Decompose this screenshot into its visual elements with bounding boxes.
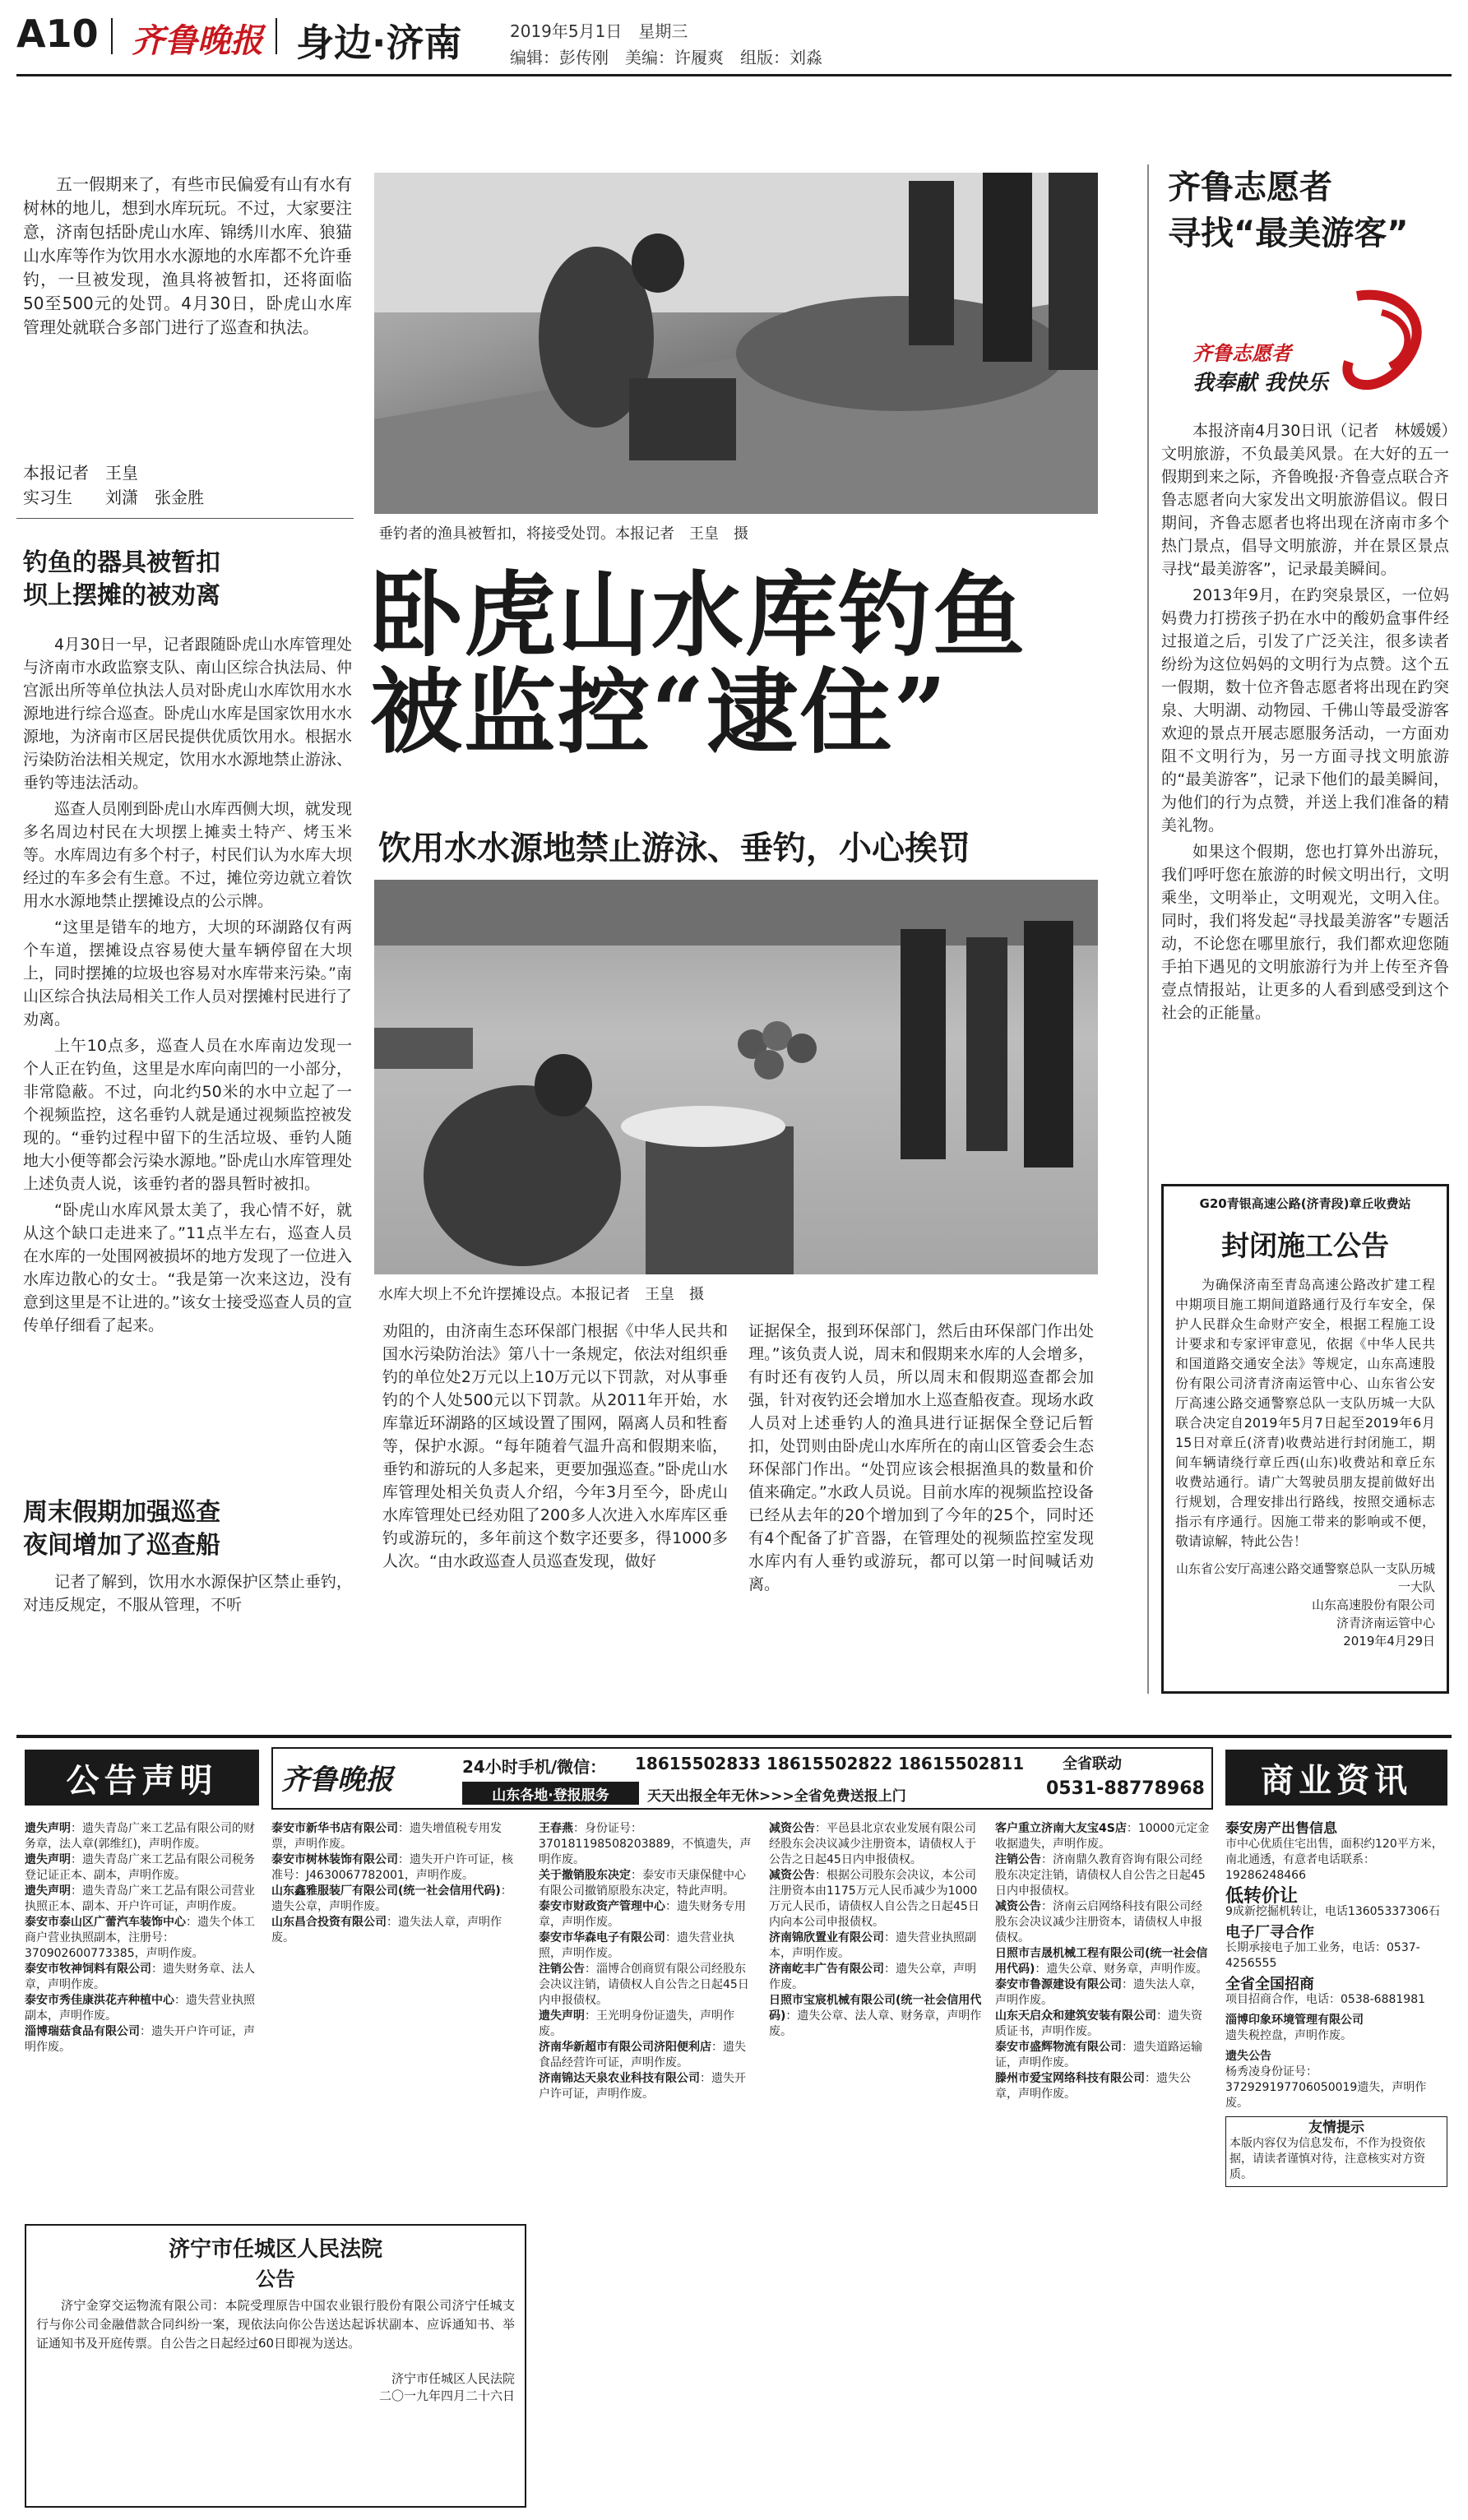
ad-body: 遗失财务章、法人章，声明作废。 xyxy=(25,1963,255,1991)
ad-body: 遗失开户许可证，声明作废。 xyxy=(539,2072,746,2101)
biz-body: 9成新挖掘机转让，电话13605337306石 xyxy=(1225,1905,1440,1918)
ad-item: 滕州市爱宝网络科技有限公司：遗失公章，声明作废。 xyxy=(995,2072,1191,2101)
ad-body: 遗失增值税专用发票，声明作废。 xyxy=(271,1822,502,1851)
ad-body: 遗失法人章，声明作废。 xyxy=(271,1916,502,1944)
ad-title: 山东天启众和建筑安装有限公司 xyxy=(995,2009,1156,2023)
court-date: 二〇一九年四月二十六日 xyxy=(378,2388,515,2403)
slogan-box: 山东各地·登报服务 xyxy=(462,1782,639,1805)
ad-item: 遗失声明：遗失青岛广来工艺品有限公司营业执照正本、副本、开户许可证，声明作废。 xyxy=(25,1884,255,1913)
photo1-caption: 垂钓者的渔具被暂扣，将接受处罚。本报记者 王皇 摄 xyxy=(378,525,748,543)
ad-item: 日照市宝宸机械有限公司(统一社会信用代码)：遗失公章、法人章、财务章，声明作废。 xyxy=(769,1994,982,2038)
ad-item: 山东天启众和建筑安装有限公司：遗失资质证书，声明作废。 xyxy=(995,2009,1202,2038)
ad-body: 淄博合创商贸有限公司经股东会决议注销，请债权人自公告之日起45日内申报债权。 xyxy=(539,1963,749,2007)
ad-item: 淄博瑞菇食品有限公司：遗失开户许可证，声明作废。 xyxy=(25,2025,255,2054)
ad-item: 遗失声明：遗失青岛广来工艺品有限公司税务登记证正本、副本，声明作废。 xyxy=(25,1853,255,1882)
col1-paragraph: 上午10点多，巡查人员在水库南边发现一个人正在钓鱼，这里是水库向南凹的一小部分，非常隐蔽。不过，向北约50米的水中立起了一个视频监控，这名垂钓人就是通过视频监控被发现的。“垂钓过程中留下的生活垃圾、垂钓人随地大小便等都会污染水源地。”卧虎山水库管理处上述负责人说，该垂钓者的器具暂时被扣。 xyxy=(23,1037,352,1193)
ad-body: 10000元定金收据遗失，声明作废。 xyxy=(995,1822,1210,1851)
ad-title: 济南锦达天泉农业科技有限公司 xyxy=(539,2072,700,2085)
ad-item: 济南华新超市有限公司济阳便利店：遗失食品经营许可证，声明作废。 xyxy=(539,2041,746,2069)
ad-column-1 xyxy=(25,1821,259,2216)
page-number: A10 xyxy=(16,12,99,56)
ad-item: 山东鑫雅服装厂有限公司(统一社会信用代码)：遗失公章，声明作废。 xyxy=(271,1884,512,1913)
biz-title: 遗失公告 xyxy=(1225,2050,1271,2063)
ad-title: 泰安市华森电子有限公司 xyxy=(539,1931,665,1944)
ad-body: 遗失青岛广来工艺品有限公司营业执照正本、副本、开户许可证，声明作废。 xyxy=(25,1884,255,1913)
header-divider xyxy=(111,18,113,54)
volunteer-title-1: 齐鲁志愿者 xyxy=(1168,169,1332,206)
biz-body: 本版内容仅为信息发布，不作为投资依据，请读者谨慎对待，注意核实对方资质。 xyxy=(1230,2137,1425,2181)
ad-body: 遗失公章，声明作废。 xyxy=(995,2072,1191,2101)
volunteer-org: 齐鲁志愿者 xyxy=(1192,342,1291,365)
notice-signature xyxy=(1175,1560,1435,1650)
volunteer-paragraph: 如果这个假期，您也打算外出游玩，我们呼吁您在旅游的时候文明出行，文明乘坐，文明举止，文明观光，文明入住。同时，我们将发起“寻找最美游客”专题活动，不论您在哪里旅行，我们都欢迎您随手拍下遇见的文明旅游行为并上传至齐鲁壹点情报站，让更多的人看到感受到这个社会的正能量。 xyxy=(1161,843,1449,1022)
col1-paragraph: 4月30日一早，记者跟随卧虎山水库管理处与济南市水政监察支队、南山区综合执法局、仲宫派出所等单位执法人员对卧虎山水库饮用水水源地进行综合巡查。卧虎山水库是国家饮用水水源地，为济南市区居民提供优质饮用水。根据水污染防治法相关规定，饮用水水源地禁止游泳、垂钓等违法活动。 xyxy=(23,636,352,792)
biz-title: 低转价让 xyxy=(1225,1886,1299,1907)
column-1-text xyxy=(23,633,352,1340)
ad-body: 遗失公章、财务章，声明作废。 xyxy=(1046,1963,1208,1976)
classifieds-logo: 齐鲁晚报 xyxy=(281,1764,393,1796)
ad-column-4 xyxy=(769,1821,983,2508)
slogan-text: 天天出报全年无休>>>全省免费送报上门 xyxy=(647,1788,906,1805)
biz-title: 泰安房产出售信息 xyxy=(1225,1821,1337,1837)
ad-item: 遗失声明：王光明身份证遗失，声明作废。 xyxy=(539,2009,734,2038)
col1-paragraph: “这里是错车的地方，大坝的环湖路仅有两个车道，摆摊设点容易使大量车辆停留在大坝上，同时摆摊的垃圾也容易对水库带来污染。”南山区综合执法局相关工作人员对摆摊村民进行了劝离。 xyxy=(23,918,352,1029)
ad-item: 客户重立济南大友宝4S店：10000元定金收据遗失，声明作废。 xyxy=(995,1822,1210,1851)
hotline-numbers: 18615502833 18615502822 18615502811 xyxy=(635,1754,1025,1773)
ad-body: 遗失营业执照，声明作废。 xyxy=(539,1931,734,1960)
classifieds-banner-left: 公告声明 xyxy=(25,1750,259,1806)
section-title: 身边·济南 xyxy=(296,21,462,65)
notice-date: 2019年4月29日 xyxy=(1343,1634,1435,1648)
byline xyxy=(23,460,204,510)
ad-title: 济南屹丰广告有限公司 xyxy=(769,1963,884,1976)
ad-title: 泰安市新华书店有限公司 xyxy=(271,1822,398,1835)
biz-item xyxy=(1225,2013,1447,2044)
biz-body: 市中心优质住宅出售，面积约120平方米，南北通透，有意者电话联系：19286248466 xyxy=(1225,1838,1443,1882)
road-closure-notice xyxy=(1161,1184,1449,1694)
ad-item: 泰安市财政资产管理中心：遗失财务专用章，声明作废。 xyxy=(539,1900,746,1929)
ad-body: 遗失公章，声明作废。 xyxy=(769,1963,976,1991)
ad-body: 根据公司股东会决议，本公司注册资本由1175万元人民币减少为1000万元人民币，请债权人自公告之日起45日内向本公司申报债权。 xyxy=(769,1869,979,1929)
header-divider-2 xyxy=(276,18,277,54)
classifieds-hotline-box xyxy=(271,1747,1213,1810)
biz-item xyxy=(1225,1886,1447,1920)
ad-title: 减资公告 xyxy=(769,1869,815,1882)
ad-item: 泰安市秀佳康洪花卉种植中心：遗失营业执照副本，声明作废。 xyxy=(25,1994,255,2023)
ad-item: 泰安市华森电子有限公司：遗失营业执照，声明作废。 xyxy=(539,1931,734,1960)
ad-column-3 xyxy=(539,1821,757,2508)
notice-signer-3: 济青济南运管中心 xyxy=(1336,1616,1435,1630)
ad-body: 遗失资质证书，声明作废。 xyxy=(995,2009,1202,2038)
ad-body: 遗失开户许可证，声明作废。 xyxy=(25,2025,255,2054)
ad-title: 泰安市鲁源建设有限公司 xyxy=(995,1978,1122,1991)
header-meta xyxy=(510,18,822,71)
hotline-label: 24小时手机/微信： xyxy=(462,1757,607,1777)
biz-item xyxy=(1225,1925,1447,1972)
ad-body: 济南鼎久教育咨询有限公司经股东决定注销，请债权人自公告之日起45日内申报债权。 xyxy=(995,1853,1206,1898)
ad-column-5 xyxy=(995,1821,1213,2508)
ad-title: 遗失声明 xyxy=(25,1853,71,1866)
notice-signer-1: 山东省公安厅高速公路交通警察总队一支队历城一大队 xyxy=(1175,1561,1435,1594)
editor-credits: 编辑：彭传刚 美编：许履爽 组版：刘淼 xyxy=(510,48,822,67)
column-3-text: 证据保全，报到环保部门，然后由环保部门作出处理。”该负责人说，周末和假期来水库的人会增多，有时还有夜钓人员，所以周末和假期巡查都会加强，针对夜钓还会增加水上巡查船夜查。现场水政人员对上述垂钓人的渔具进行证据保全登记后暂扣，处罚则由卧虎山水库所在的南山区管委会生态环保部门作出。“处罚应该会根据渔具的数量和价值来确定。”水政人员说。目前水库的视频监控设备已经从去年的20个增加到了今年的25个，同时还有4个配备了扩音器，在管理处的视频监控室发现水库内有人垂钓或游玩，都可以第一时间喊话劝离。 xyxy=(748,1322,1094,1593)
col1-paragraph: 巡查人员刚到卧虎山水库西侧大坝，就发现多名周边村民在大坝摆上摊卖土特产、烤玉米等。水库周边有多个村子，村民们认为水库大坝经过的车多会有生意。不过，摊位旁边就立着饮用水水源地禁止摆摊设点的公示牌。 xyxy=(23,800,352,910)
volunteer-logo xyxy=(1192,280,1447,403)
ad-title: 遗失声明 xyxy=(25,1884,71,1898)
classifieds-banner-right: 商业资讯 xyxy=(1225,1750,1447,1806)
biz-body: 遗失税控盘，声明作废。 xyxy=(1225,2029,1352,2042)
ad-column-2 xyxy=(271,1821,518,2216)
ad-body: 遗失开户许可证，核准号：J4630067782001，声明作废。 xyxy=(271,1853,513,1882)
ad-body: 身份证号：370181198508203889，不慎遗失，声明作废。 xyxy=(539,1822,752,1866)
notice-pretitle: G20青银高速公路(济青段)章丘收费站 xyxy=(1199,1196,1411,1211)
right-column-divider xyxy=(1147,164,1149,1694)
ad-title: 减资公告 xyxy=(995,1900,1041,1913)
classifieds-tel: 0531-88778968 xyxy=(1046,1778,1205,1799)
ad-title: 注销公告 xyxy=(995,1853,1041,1866)
ad-body: 泰安市天康保健中心有限公司撤销原股东决定，特此声明。 xyxy=(539,1869,746,1898)
ad-body: 遗失财务专用章，声明作废。 xyxy=(539,1900,746,1929)
ad-item: 注销公告：济南鼎久教育咨询有限公司经股东决定注销，请债权人自公告之日起45日内申报债权。 xyxy=(995,1853,1206,1898)
column-1-tail: 记者了解到，饮用水水源保护区禁止垂钓，对违反规定，不服从管理，不听 xyxy=(23,1573,352,1614)
biz-title: 电子厂寻合作 xyxy=(1225,1924,1314,1941)
volunteer-paragraph: 本报济南4月30日讯（记者 林媛媛）文明旅游，不负最美风景。在大好的五一假期到来之际，齐鲁晚报·齐鲁壹点联合齐鲁志愿者向大家发出文明旅游倡议。假日期间，齐鲁志愿者也将出现在济南市多个热门景点，倡导文明旅游，并在景区景点寻找“最美游客”，记录最美瞬间。 xyxy=(1161,422,1449,578)
biz-body: 杨秀凌身份证号：372929197706050019遗失，声明作废。 xyxy=(1225,2065,1427,2110)
ad-title: 日照市宝宸机械有限公司(统一社会信用代码) xyxy=(769,1994,982,2023)
volunteer-slogan: 我奉献 我快乐 xyxy=(1192,371,1329,395)
biz-title: 友情提示 xyxy=(1308,2120,1364,2136)
ad-body: 遗失青岛广来工艺品有限公司的财务章，法人章(郭维红)，声明作废。 xyxy=(25,1822,255,1851)
ad-title: 遗失声明 xyxy=(25,1822,71,1835)
subhead-1: 钓鱼的器具被暂扣 坝上摆摊的被劝离 xyxy=(23,548,220,610)
main-headline xyxy=(370,562,1110,766)
headline-deck: 饮用水水源地禁止游泳、垂钓，小心挨罚 xyxy=(378,830,970,867)
notice-signer-2: 山东高速股份有限公司 xyxy=(1311,1598,1435,1612)
ad-body: 遗失食品经营许可证，声明作废。 xyxy=(539,2041,746,2069)
province-label: 全省联动 xyxy=(1063,1755,1122,1773)
volunteer-text xyxy=(1161,419,1449,1028)
ad-item: 泰安市盛辉物流有限公司：遗失道路运输证，声明作废。 xyxy=(995,2041,1202,2069)
volunteer-title xyxy=(1168,164,1409,257)
ad-title: 遗失声明 xyxy=(539,2009,585,2023)
ad-body: 遗失青岛广来工艺品有限公司税务登记证正本、副本，声明作废。 xyxy=(25,1853,255,1882)
biz-item xyxy=(1225,1821,1447,1884)
ad-body: 遗失个体工商户营业执照副本，注册号：370902600773385，声明作废。 xyxy=(25,1916,255,1960)
ad-item: 济南屹丰广告有限公司：遗失公章，声明作废。 xyxy=(769,1963,976,1991)
ad-title: 客户重立济南大友宝4S店 xyxy=(995,1822,1127,1835)
ad-item: 关于撤销股东决定：泰安市天康保健中心有限公司撤销原股东决定，特此声明。 xyxy=(539,1869,746,1898)
col1-paragraph: “卧虎山水库风景太美了，我心情不好，就从这个缺口走进来了。”11点半左右，巡查人员在水库的一处围网被损坏的地方发现了一位进入水库边散心的女士。“我是第一次来这边，没有意到这里是不让进的。”该女士接受巡查人员的宣传单仔细看了起来。 xyxy=(23,1201,352,1334)
ad-body: 王光明身份证遗失，声明作废。 xyxy=(539,2009,734,2038)
biz-title: 全省全国招商 xyxy=(1225,1976,1314,1993)
ad-item: 注销公告：淄博合创商贸有限公司经股东会决议注销，请债权人自公告之日起45日内申报债权。 xyxy=(539,1963,749,2007)
photo-fishing-gear xyxy=(374,173,1098,514)
ad-title: 泰安市牧神饲料有限公司 xyxy=(25,1963,151,1976)
ad-item: 济南锦达天泉农业科技有限公司：遗失开户许可证，声明作废。 xyxy=(539,2072,746,2101)
ad-title: 王春燕 xyxy=(539,1822,573,1835)
photo2-caption: 水库大坝上不允许摆摊设点。本报记者 王皇 摄 xyxy=(378,1286,704,1303)
ad-item: 泰安市树林装饰有限公司：遗失开户许可证，核准号：J4630067782001，声明作废。 xyxy=(271,1853,513,1882)
ad-body: 遗失营业执照副本，声明作废。 xyxy=(25,1994,255,2023)
headline-line-2: 被监控“逮住” xyxy=(370,659,948,766)
classifieds-rule xyxy=(16,1735,1452,1738)
ad-item: 山东昌合投资有限公司：遗失法人章，声明作废。 xyxy=(271,1916,502,1944)
header-rule xyxy=(16,74,1452,76)
ad-item: 减资公告：济南云启网络科技有限公司经股东会决议减少注册资本，请债权人申报债权。 xyxy=(995,1900,1202,1944)
biz-item xyxy=(1225,2116,1447,2187)
lead-paragraph: 五一假期来了，有些市民偏爱有山有水有树林的地儿，想到水库玩玩。不过，大家要注意，济南包括卧虎山水库、锦绣川水库、狼猫山水库等作为饮用水水源地的水库都不允许垂钓，一旦被发现，渔具将被暂扣，还将面临50至500元的处罚。4月30日，卧虎山水库管理处就联合多部门进行了巡查和执法。 xyxy=(23,174,352,337)
ad-title: 山东鑫雅服装厂有限公司(统一社会信用代码) xyxy=(271,1884,501,1898)
column-2-text: 劝阻的，由济南生态环保部门根据《中华人民共和国水污染防治法》第八十一条规定，依法对组织垂钓的单位处2万元以上10万元以下罚款，对从事垂钓的个人处500元以下罚款。从2011年开始，水库靠近环湖路的区域设置了围网，隔离人员和牲畜等，保护水源。“每年随着气温升高和假期来临，垂钓和游玩的人多起来，更要加强巡查。”卧虎山水库管理处相关负责人介绍，今年3月至今，卧虎山水库管理处已经劝阻了200多人次进入水库库区垂钓或游玩的，多年前这个数字还要多，得1000多人次。“由水政巡查人员巡查发现，做好 xyxy=(382,1322,728,1570)
ad-title: 泰安市财政资产管理中心 xyxy=(539,1900,665,1913)
ad-body: 遗失道路运输证，声明作废。 xyxy=(995,2041,1202,2069)
photo-fishing-gear-illustration xyxy=(374,173,1098,514)
byline-interns: 实习生 刘潇 张金胜 xyxy=(23,488,204,507)
ad-title: 日照市吉晟机械工程有限公司(统一社会信用代码) xyxy=(995,1947,1208,1976)
ad-title: 山东昌合投资有限公司 xyxy=(271,1916,387,1929)
ad-title: 济南锦欣置业有限公司 xyxy=(769,1931,884,1944)
ad-title: 济南华新超市有限公司济阳便利店 xyxy=(539,2041,711,2054)
ad-item: 泰安市牧神饲料有限公司：遗失财务章、法人章，声明作废。 xyxy=(25,1963,255,1991)
ad-item: 泰安市泰山区广蕾汽车装饰中心：遗失个体工商户营业执照副本，注册号：370902600773385，声明作废。 xyxy=(25,1916,255,1960)
ad-title: 滕州市爱宝网络科技有限公司 xyxy=(995,2072,1145,2085)
business-column xyxy=(1225,1821,1447,2508)
ad-title: 关于撤销股东决定 xyxy=(539,1869,631,1882)
ad-body: 济南云启网络科技有限公司经股东会决议减少注册资本，请债权人申报债权。 xyxy=(995,1900,1202,1944)
ad-title: 注销公告 xyxy=(539,1963,585,1976)
biz-body: 项目招商合作，电话：0538-6881981 xyxy=(1225,1993,1426,2006)
biz-item xyxy=(1225,2049,1447,2111)
notice-body: 为确保济南至青岛高速公路改扩建工程中期项目施工期间道路通行及行车安全，保护人民群众生命财产安全，根据工程施工设计要求和专家评审意见，依据《中华人民共和国道路交通安全法》等规定，山东高速股份有限公司济青济南运管中心、山东省公安厅高速公路交通警察总队一支队历城一大队联合决定自2019年5月7日起至2019年6月15日对章丘(济青)收费站进行封闭施工，期间车辆请绕行章丘西(山东)收费站和章丘东收费站通行。请广大驾驶员朋友提前做好出行规划，合理安排出行路线，按照交通标志指示有序通行。因施工带来的影响或不便，敬请谅解，特此公告！ xyxy=(1175,1277,1435,1549)
subhead-2: 周末假期加强巡查 夜间增加了巡查船 xyxy=(23,1498,220,1560)
ad-title: 泰安市树林装饰有限公司 xyxy=(271,1853,398,1866)
ad-body: 遗失营业执照副本，声明作废。 xyxy=(769,1931,976,1960)
intro-rule xyxy=(16,518,354,519)
ad-body: 平邑县北京农业发展有限公司经股东会决议减少注册资本，请债权人于公告之日起45日内申报债权。 xyxy=(769,1822,976,1866)
ad-item: 济南锦欣置业有限公司：遗失营业执照副本，声明作废。 xyxy=(769,1931,976,1960)
ad-title: 减资公告 xyxy=(769,1822,815,1835)
ad-title: 泰安市秀佳康洪花卉种植中心 xyxy=(25,1994,174,2007)
issue-date: 2019年5月1日 星期三 xyxy=(510,21,688,41)
biz-title: 淄博印象环境管理有限公司 xyxy=(1225,2014,1364,2027)
ad-title: 淄博瑞菇食品有限公司 xyxy=(25,2025,140,2038)
ad-item: 减资公告：根据公司股东会决议，本公司注册资本由1175万元人民币减少为1000万元人民币，请债权人自公告之日起45日内向本公司申报债权。 xyxy=(769,1869,979,1929)
ad-title: 泰安市泰山区广蕾汽车装饰中心 xyxy=(25,1916,186,1929)
ad-item: 泰安市鲁源建设有限公司：遗失法人章，声明作废。 xyxy=(995,1978,1202,2007)
ad-body: 遗失法人章，声明作废。 xyxy=(995,1978,1202,2007)
ad-item: 泰安市新华书店有限公司：遗失增值税专用发票，声明作废。 xyxy=(271,1822,502,1851)
ad-title: 泰安市盛辉物流有限公司 xyxy=(995,2041,1122,2054)
court-body: 济宁金穿交运物流有限公司：本院受理原告中国农业银行股份有限公司济宁任城支行与你公司金融借款合同纠纷一案，现依法向你公告送达起诉状副本、应诉通知书、举证通知书及开庭传票。自公告之日起经过60日即视为送达。 xyxy=(36,2298,515,2351)
headline-line-1: 卧虎山水库钓鱼 xyxy=(370,562,1026,669)
court-notice xyxy=(25,2224,526,2508)
court-subtitle: 公告 xyxy=(256,2268,295,2291)
biz-body: 长期承接电子加工业务，电话：0537-4256555 xyxy=(1225,1941,1420,1970)
ad-body: 遗失公章、法人章、财务章，声明作废。 xyxy=(769,2009,982,2038)
byline-reporter: 本报记者 王皇 xyxy=(23,463,138,483)
court-sign: 济宁市任城区人民法院 xyxy=(391,2371,515,2386)
photo-dam-vendors xyxy=(374,880,1098,1274)
ad-item: 王春燕：身份证号：370181198508203889，不慎遗失，声明作废。 xyxy=(539,1822,752,1866)
ad-item: 遗失声明：遗失青岛广来工艺品有限公司的财务章，法人章(郭维红)，声明作废。 xyxy=(25,1822,255,1851)
ad-body: 遗失公章，声明作废。 xyxy=(271,1900,387,1913)
ad-item: 日照市吉晟机械工程有限公司(统一社会信用代码)：遗失公章、财务章，声明作废。 xyxy=(995,1947,1208,1976)
ad-item: 减资公告：平邑县北京农业发展有限公司经股东会决议减少注册资本，请债权人于公告之日起45日内申报债权。 xyxy=(769,1822,976,1866)
volunteer-paragraph: 2013年9月，在趵突泉景区，一位妈妈费力打捞孩子扔在水中的酸奶盒事件经过报道之后，引发了广泛关注，很多读者纷纷为这位妈妈的文明行为点赞。这个五一假期，数十位齐鲁志愿者将出现在趵突泉、大明湖、动物园、千佛山等最受游客欢迎的景点开展志愿服务活动，一方面劝阻不文明行为，另一方面寻找文明旅游的“最美游客”，记录下他们的最美瞬间，为他们的行为点赞，并送上我们准备的精美礼物。 xyxy=(1161,586,1449,835)
biz-item xyxy=(1225,1977,1447,2008)
newspaper-logo: 齐鲁晚报 xyxy=(132,21,263,60)
photo-dam-vendors-illustration xyxy=(374,880,1098,1274)
volunteer-title-2: 寻找“最美游客” xyxy=(1168,215,1409,252)
court-title: 济宁市任城区人民法院 xyxy=(168,2237,382,2262)
notice-title: 封闭施工公告 xyxy=(1221,1230,1389,1263)
